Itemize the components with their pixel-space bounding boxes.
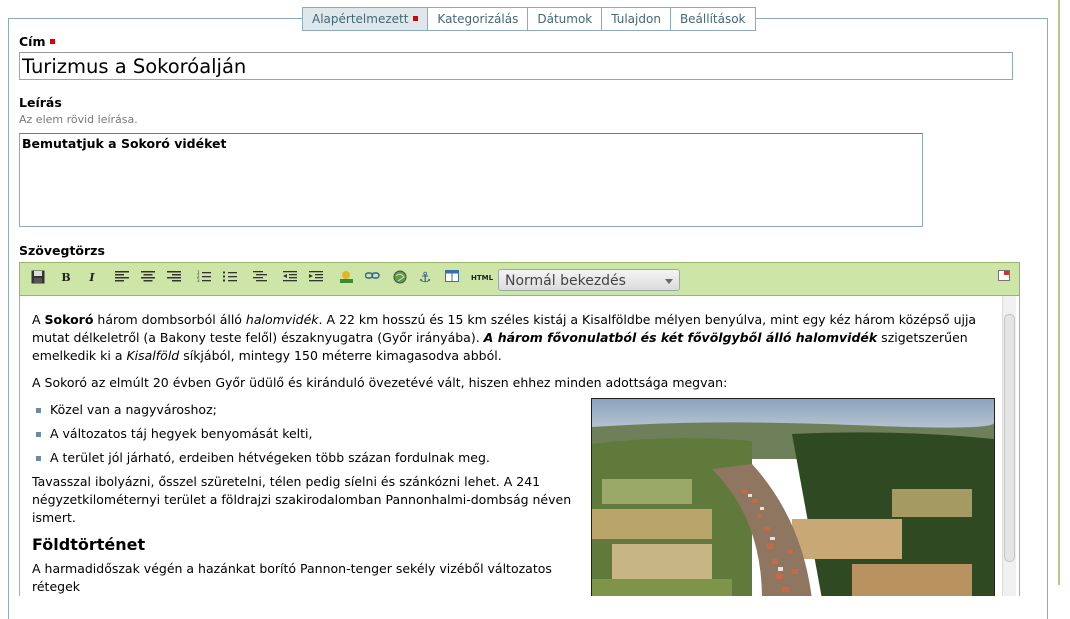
svg-text:1: 1 [197,270,200,275]
numbered-list-icon[interactable] [196,270,212,286]
indent-icon[interactable] [308,270,324,286]
chevron-down-icon [665,279,673,284]
tab-dates[interactable]: Dátumok [527,8,601,30]
scrollbar-thumb[interactable] [1004,314,1015,562]
align-center-icon[interactable] [140,270,156,286]
paragraph-geology: A harmadidőszak végén a hazánkat borító Pannon-tenger sekély vizéből változatos rétegek [32,561,552,594]
external-link-icon[interactable] [392,270,408,286]
svg-text:3: 3 [197,278,200,282]
paragraph-seasons: Tavasszal ibolyázni, ősszel szüretelni, télen pedig síelni és szánkózni lehet. A 241 négyzetkilométernyi terület a földrajzi szakirodalomban Pannonhalmi-dombság néven ismert. [32,474,572,525]
html-source-icon[interactable]: HTML [470,274,494,282]
bold-icon[interactable]: B [61,271,71,284]
list-item: Közel van a nagyvároshoz; [32,401,582,419]
tab-ownership[interactable]: Tulajdon [601,8,670,30]
editor-scrollbar[interactable] [1002,296,1016,596]
page-right-rule [1058,0,1060,585]
tab-categorization[interactable]: Kategorizálás [427,8,527,30]
paragraph-tourism: A Sokoró az elmúlt 20 évben Győr üdülő és kiránduló övezetévé vált, hiszen ehhez minden adottsága megvan: [32,375,728,390]
bullet-list-icon[interactable] [222,270,238,286]
rich-text-editor[interactable] [19,296,1020,596]
insert-table-icon[interactable] [444,270,460,286]
tab-settings[interactable]: Beállítások [670,8,755,30]
description-label: Leírás [19,95,62,110]
required-marker-icon [413,16,418,21]
insert-link-icon[interactable] [364,270,380,286]
editor-toolbar [19,262,1020,296]
section-heading: Földtörténet [32,535,146,554]
title-label: Cím [19,34,55,49]
fullscreen-icon[interactable] [996,270,1012,286]
align-left-icon[interactable] [114,270,130,286]
description-textarea[interactable]: Bemutatjuk a Sokoró vidéket [19,133,923,227]
outdent-icon[interactable] [282,270,298,286]
definition-list-icon[interactable] [252,270,268,286]
paragraph-format-select[interactable]: Normál bekezdés [498,269,680,291]
aerial-village-photo[interactable] [591,398,995,596]
svg-text:2: 2 [197,274,200,279]
tab-default[interactable]: Alapértelmezett [303,8,427,30]
list-item: A változatos táj hegyek benyomását kelti, [32,425,582,443]
bullet-list [32,401,582,467]
italic-icon[interactable]: I [89,271,95,284]
edit-tabs [302,7,756,31]
align-right-icon[interactable] [166,270,182,286]
save-icon[interactable] [30,270,46,286]
list-item: A terület jól járható, erdeiben hétvégeken több százan fordulnak meg. [32,449,582,467]
paragraph-intro: A Sokoró három dombsorból álló halomvidék. A 22 km hosszú és 15 km széles kistáj a Kisalföldbe mélyen benyúlva, mint egy kéz három középső ujja mutat délkeletről (a Bakony teste felől) északnyugatra (Győr irányába). A három fővonulatból és két fővölgyből álló halomvidék szigetszerűen emelkedik ki a Kisalföld síkjából, mintegy 150 méterre kimagasodva abból. [32,312,977,363]
description-help: Az elem rövid leírása. [19,113,138,126]
insert-image-icon[interactable] [338,270,354,286]
body-label: Szövegtörzs [19,243,105,258]
required-marker-icon [50,39,55,44]
title-input[interactable]: Turizmus a Sokoróalján [19,52,1013,80]
anchor-icon[interactable]: ⚓ [418,270,432,286]
